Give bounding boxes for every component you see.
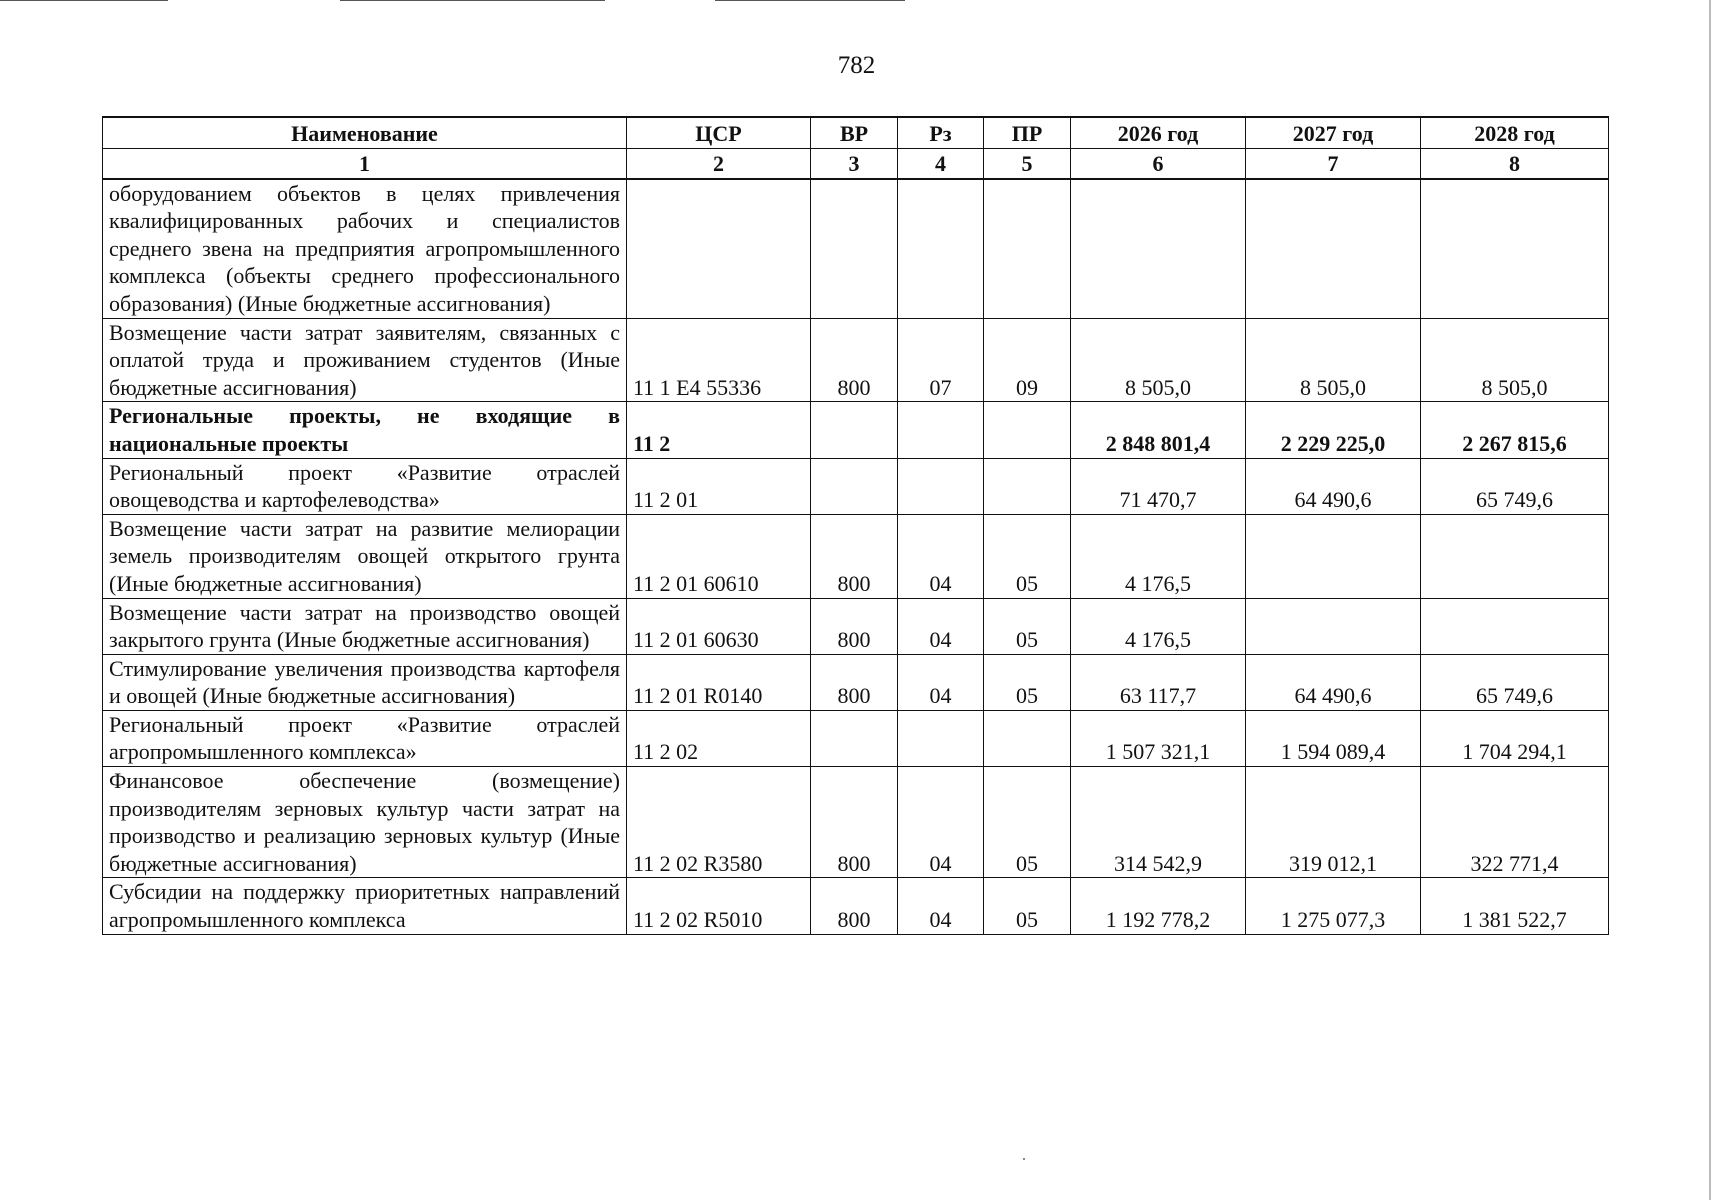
table-row xyxy=(103,767,1609,878)
table-row xyxy=(103,710,1609,766)
row-amount-2026: 1 192 778,2 xyxy=(1071,878,1246,934)
row-vr: 800 xyxy=(811,514,898,598)
row-amount-2027 xyxy=(1246,179,1421,318)
column-number: 4 xyxy=(898,149,984,179)
row-amount-2026: 4 176,5 xyxy=(1071,514,1246,598)
row-csr: 11 2 xyxy=(627,402,811,458)
column-number-row xyxy=(103,149,1609,179)
row-rz: 04 xyxy=(898,514,984,598)
row-pr xyxy=(984,710,1071,766)
row-amount-2026: 63 117,7 xyxy=(1071,654,1246,710)
header-2028: 2028 год xyxy=(1421,117,1609,149)
scan-speck xyxy=(1023,1158,1025,1160)
row-csr: 11 2 02 R5010 xyxy=(627,878,811,934)
row-name: Стимулирование увеличения производства картофеля и овощей (Иные бюджетные ассигнования) xyxy=(103,654,627,710)
header-row xyxy=(103,117,1609,149)
row-pr: 09 xyxy=(984,318,1071,402)
header-csr: ЦСР xyxy=(627,117,811,149)
row-amount-2027: 1 594 089,4 xyxy=(1246,710,1421,766)
row-amount-2026 xyxy=(1071,179,1246,318)
row-amount-2027: 64 490,6 xyxy=(1246,458,1421,514)
row-vr: 800 xyxy=(811,767,898,878)
row-csr: 11 1 Е4 55336 xyxy=(627,318,811,402)
table-row xyxy=(103,179,1609,318)
row-pr: 05 xyxy=(984,767,1071,878)
row-pr: 05 xyxy=(984,514,1071,598)
table-row-section-total xyxy=(103,402,1609,458)
row-amount-2028 xyxy=(1421,179,1609,318)
table-row xyxy=(103,878,1609,934)
row-amount-2026: 1 507 321,1 xyxy=(1071,710,1246,766)
row-amount-2028: 1 381 522,7 xyxy=(1421,878,1609,934)
row-pr xyxy=(984,458,1071,514)
column-number: 5 xyxy=(984,149,1071,179)
row-csr: 11 2 01 R0140 xyxy=(627,654,811,710)
row-csr: 11 2 02 R3580 xyxy=(627,767,811,878)
column-number: 1 xyxy=(103,149,627,179)
table-header xyxy=(103,117,1609,179)
row-rz: 04 xyxy=(898,598,984,654)
page-number: 782 xyxy=(837,52,876,79)
row-amount-2026: 4 176,5 xyxy=(1071,598,1246,654)
row-rz xyxy=(898,458,984,514)
row-amount-2027: 64 490,6 xyxy=(1246,654,1421,710)
table-row xyxy=(103,598,1609,654)
column-number: 6 xyxy=(1071,149,1246,179)
row-vr: 800 xyxy=(811,598,898,654)
row-pr: 05 xyxy=(984,598,1071,654)
row-name: Региональные проекты, не входящие в национальные проекты xyxy=(103,402,627,458)
header-pr: ПР xyxy=(984,117,1071,149)
row-name: Региональный проект «Развитие отраслей овощеводства и картофелеводства» xyxy=(103,458,627,514)
row-amount-2027 xyxy=(1246,514,1421,598)
header-vr: ВР xyxy=(811,117,898,149)
row-amount-2027 xyxy=(1246,598,1421,654)
row-name: Возмещение части затрат заявителям, связанных с оплатой труда и проживанием студентов (Иные бюджетные ассигнования) xyxy=(103,318,627,402)
row-amount-2028: 1 704 294,1 xyxy=(1421,710,1609,766)
row-vr: 800 xyxy=(811,654,898,710)
scan-page-edge xyxy=(1709,0,1711,1200)
row-name: Субсидии на поддержку приоритетных направлений агропромышленного комплекса xyxy=(103,878,627,934)
row-csr: 11 2 01 xyxy=(627,458,811,514)
row-amount-2026: 314 542,9 xyxy=(1071,767,1246,878)
row-amount-2028: 2 267 815,6 xyxy=(1421,402,1609,458)
budget-table xyxy=(102,116,1609,935)
row-amount-2027: 2 229 225,0 xyxy=(1246,402,1421,458)
row-rz xyxy=(898,710,984,766)
row-amount-2026: 2 848 801,4 xyxy=(1071,402,1246,458)
scan-artifact-lines xyxy=(0,0,1713,4)
row-name: Финансовое обеспечение (возмещение) производителям зерновых культур части затрат на производство и реализацию зерновых культур (Иные бюджетные ассигнования) xyxy=(103,767,627,878)
row-amount-2027: 319 012,1 xyxy=(1246,767,1421,878)
row-name: Возмещение части затрат на развитие мелиорации земель производителям овощей открытого грунта (Иные бюджетные ассигнования) xyxy=(103,514,627,598)
row-rz xyxy=(898,402,984,458)
row-vr xyxy=(811,458,898,514)
row-rz: 04 xyxy=(898,878,984,934)
row-amount-2026: 71 470,7 xyxy=(1071,458,1246,514)
row-vr xyxy=(811,179,898,318)
row-amount-2028 xyxy=(1421,514,1609,598)
row-csr: 11 2 01 60630 xyxy=(627,598,811,654)
row-rz: 07 xyxy=(898,318,984,402)
header-rz: Рз xyxy=(898,117,984,149)
header-name: Наименование xyxy=(103,117,627,149)
header-2026: 2026 год xyxy=(1071,117,1246,149)
row-amount-2027: 8 505,0 xyxy=(1246,318,1421,402)
row-name: Региональный проект «Развитие отраслей агропромышленного комплекса» xyxy=(103,710,627,766)
row-vr: 800 xyxy=(811,878,898,934)
row-pr: 05 xyxy=(984,654,1071,710)
row-csr: 11 2 01 60610 xyxy=(627,514,811,598)
row-amount-2028: 322 771,4 xyxy=(1421,767,1609,878)
row-amount-2028: 65 749,6 xyxy=(1421,654,1609,710)
row-amount-2028: 65 749,6 xyxy=(1421,458,1609,514)
row-vr xyxy=(811,402,898,458)
table-row xyxy=(103,514,1609,598)
row-amount-2026: 8 505,0 xyxy=(1071,318,1246,402)
column-number: 3 xyxy=(811,149,898,179)
table-row xyxy=(103,458,1609,514)
row-pr xyxy=(984,402,1071,458)
table-row xyxy=(103,318,1609,402)
header-2027: 2027 год xyxy=(1246,117,1421,149)
row-name: оборудованием объектов в целях привлечения квалифицированных рабочих и специалистов среднего звена на предприятия агропромышленного комплекса (объекты среднего профессионального образования) (Иные бюджетные ассигнования) xyxy=(103,179,627,318)
row-csr: 11 2 02 xyxy=(627,710,811,766)
row-pr: 05 xyxy=(984,878,1071,934)
row-amount-2027: 1 275 077,3 xyxy=(1246,878,1421,934)
row-pr xyxy=(984,179,1071,318)
column-number: 7 xyxy=(1246,149,1421,179)
row-amount-2028 xyxy=(1421,598,1609,654)
column-number: 8 xyxy=(1421,149,1609,179)
row-amount-2028: 8 505,0 xyxy=(1421,318,1609,402)
row-rz: 04 xyxy=(898,654,984,710)
column-number: 2 xyxy=(627,149,811,179)
row-vr xyxy=(811,710,898,766)
row-csr xyxy=(627,179,811,318)
row-name: Возмещение части затрат на производство овощей закрытого грунта (Иные бюджетные ассигнования) xyxy=(103,598,627,654)
row-rz: 04 xyxy=(898,767,984,878)
table-row xyxy=(103,654,1609,710)
row-vr: 800 xyxy=(811,318,898,402)
row-rz xyxy=(898,179,984,318)
table-body xyxy=(103,179,1609,935)
